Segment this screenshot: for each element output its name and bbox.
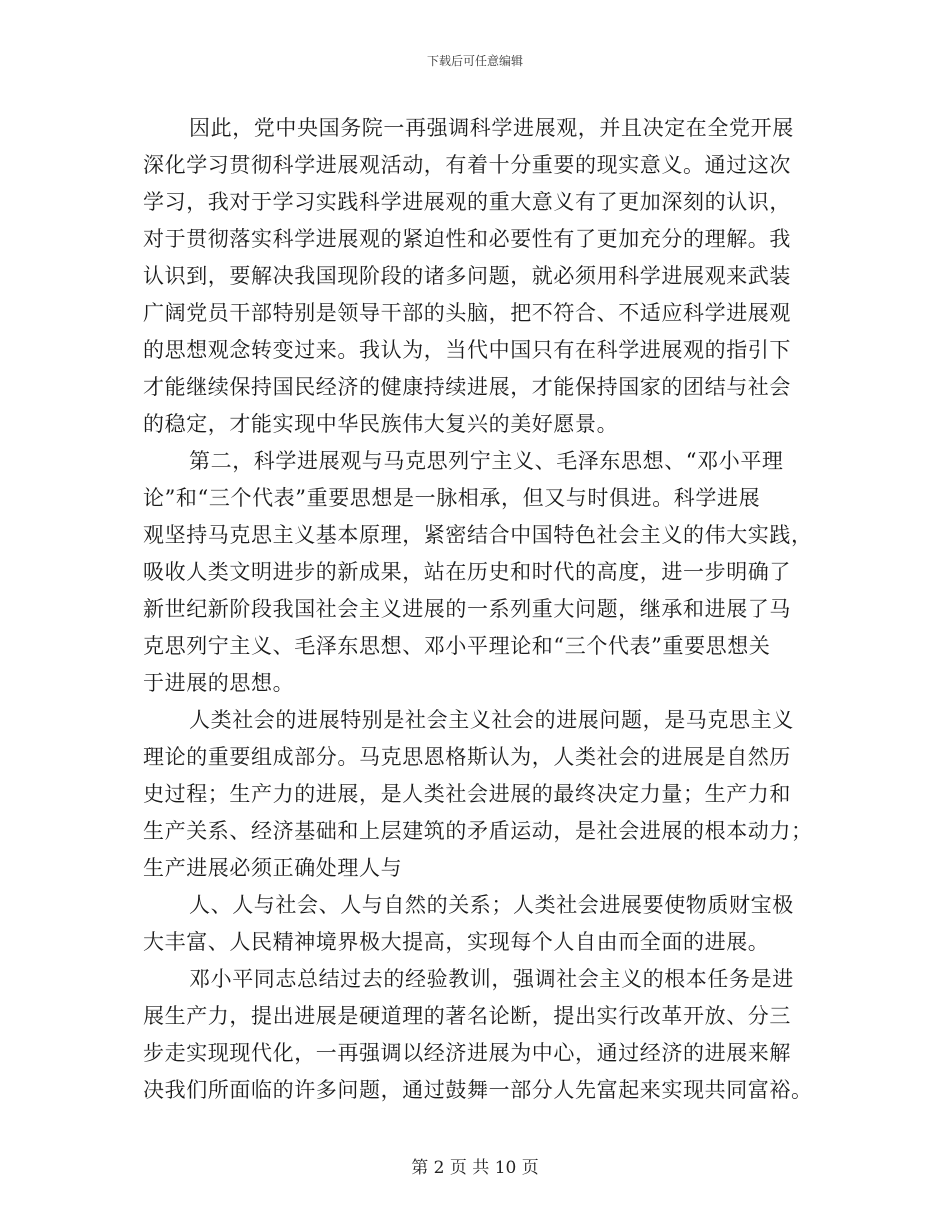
text-line: 对于贯彻落实科学进展观的紧迫性和必要性有了更加充分的理解。我 (143, 227, 791, 251)
text-line: 第二，科学进展观与马克思列宁主义、毛泽东思想、“邓小平理 (189, 449, 784, 473)
text-line: 深化学习贯彻科学进展观活动，有着十分重要的现实意义。通过这次 (143, 153, 791, 177)
text-line: 人、人与社会、人与自然的关系；人类社会进展要使物质财宝极 (189, 893, 794, 917)
text-line: 人类社会的进展特别是社会主义社会的进展问题，是马克思主义 (189, 708, 794, 732)
text-line: 的稳定，才能实现中华民族伟大复兴的美好愿景。 (143, 412, 619, 436)
text-line: 认识到，要解决我国现阶段的诸多问题，就必须用科学进展观来武装 (143, 264, 791, 288)
text-line: 克思列宁主义、毛泽东思想、邓小平理论和“三个代表”重要思想关 (143, 634, 771, 658)
text-line: 大丰富、人民精神境界极大提高，实现每个人自由而全面的进展。 (143, 930, 770, 954)
text-line: 于进展的思想。 (143, 671, 295, 695)
text-line: 广阔党员干部特别是领导干部的头脑，把不符合、不适应科学进展观 (143, 301, 791, 325)
page-number (0, 1153, 950, 1178)
text-line: 生产进展必须正确处理人与 (143, 856, 403, 880)
text-line: 决我们所面临的许多问题，通过鼓舞一部分人先富起来实现共同富裕。 (143, 1078, 813, 1102)
text-line: 邓小平同志总结过去的经验教训，强调社会主义的根本任务是进 (189, 967, 794, 991)
text-line: 理论的重要组成部分。马克思恩格斯认为，人类社会的进展是自然历 (143, 745, 791, 769)
text-line: 学习，我对于学习实践科学进展观的重大意义有了更加深刻的认识， (143, 190, 791, 214)
text-line: 观坚持马克思主义基本原理，紧密结合中国特色社会主义的伟大实践， (143, 523, 813, 547)
text-line: 步走实现现代化，一再强调以经济进展为中心，通过经济的进展来解 (143, 1041, 791, 1065)
page-number-text: 第 2 页 共 10 页 (411, 1158, 539, 1178)
text-line: 史过程；生产力的进展，是人类社会进展的最终决定力量；生产力和 (143, 782, 791, 806)
text-line: 展生产力，提出进展是硬道理的著名论断，提出实行改革开放、分三 (143, 1004, 791, 1028)
text-line: 论”和“三个代表”重要思想是一脉相承，但又与时俱进。科学进展 (143, 486, 761, 510)
page-header: 下载后可任意编辑 (426, 54, 523, 68)
text-line: 因此，党中央国务院一再强调科学进展观，并且决定在全党开展 (189, 116, 794, 140)
text-line: 的思想观念转变过来。我认为，当代中国只有在科学进展观的指引下 (143, 338, 791, 362)
text-line: 吸收人类文明进步的新成果，站在历史和时代的高度，进一步明确了 (143, 560, 791, 584)
text-line: 新世纪新阶段我国社会主义进展的一系列重大问题，继承和进展了马 (143, 597, 791, 621)
text-line: 生产关系、经济基础和上层建筑的矛盾运动，是社会进展的根本动力； (143, 819, 813, 843)
text-line: 才能继续保持国民经济的健康持续进展，才能保持国家的团结与社会 (143, 375, 791, 399)
